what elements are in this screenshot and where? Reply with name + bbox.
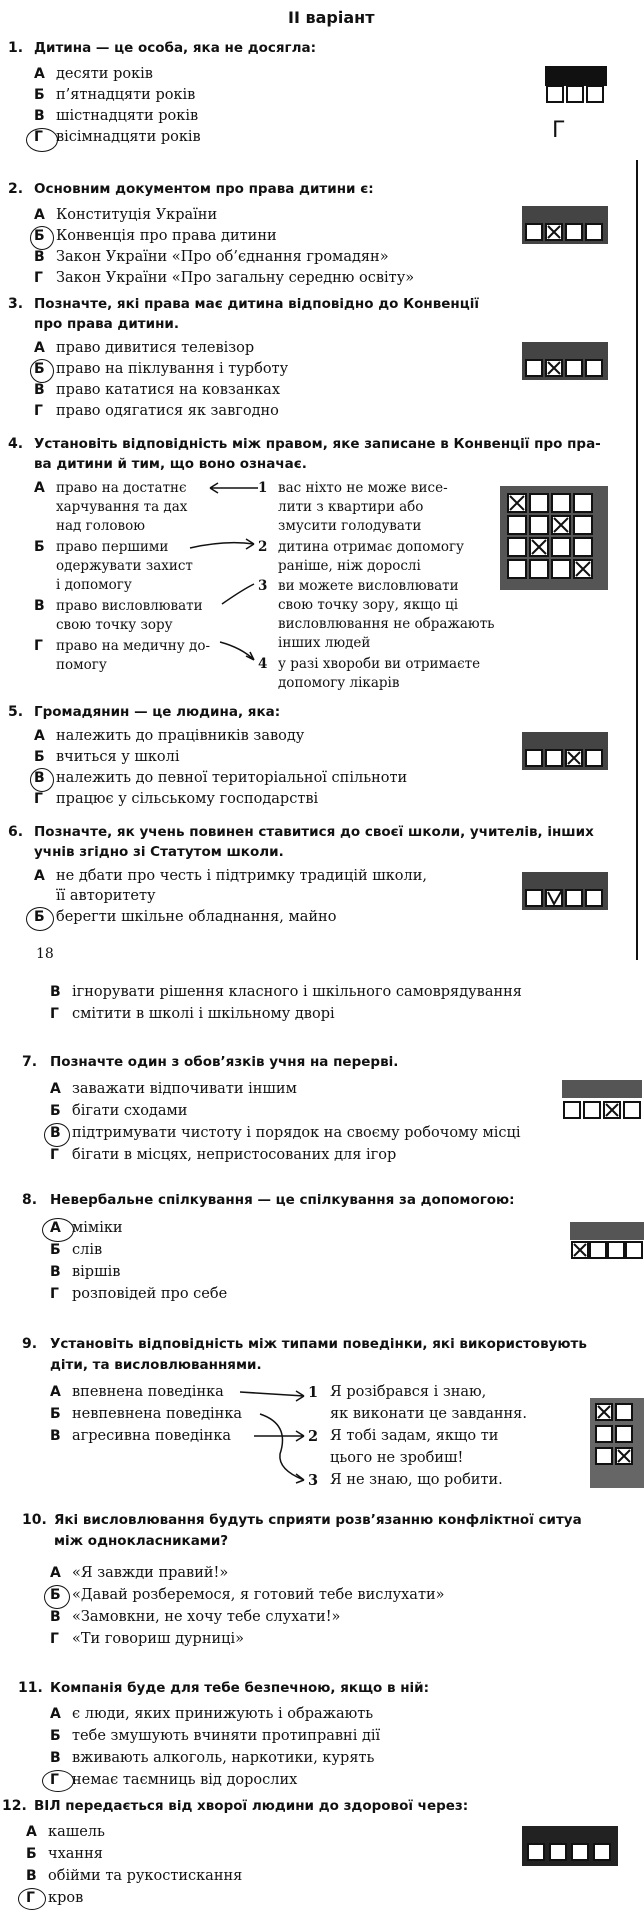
option-text: вісімнадцяти років xyxy=(56,129,201,145)
answer-grid-q9 xyxy=(590,1398,644,1488)
answer-grid-q5 xyxy=(522,732,608,770)
question-text: Громадянин — це людина, яка: xyxy=(34,704,281,720)
answer-grid-q4 xyxy=(500,486,608,590)
option-letter: Б xyxy=(50,1406,61,1422)
answer-grid-q1 xyxy=(545,66,607,106)
option-letter: Г xyxy=(34,638,43,654)
option xyxy=(50,1631,244,1647)
question-text: Установіть відповідність між правом, яке записане в Конвенції про пра- xyxy=(34,436,601,452)
option-letter: Г xyxy=(50,1006,59,1022)
match-right-text: змусити голодувати xyxy=(278,518,422,534)
option xyxy=(34,728,304,744)
option-text: Конвенція про права дитини xyxy=(56,228,277,244)
option xyxy=(50,1103,187,1119)
question-text: Дитина — це особа, яка не досягла: xyxy=(34,40,317,56)
question-number: 3. xyxy=(8,296,24,312)
option-text: бігати в місцях, непристосованих для ігор xyxy=(72,1147,397,1163)
answer-circle-mark xyxy=(42,1218,74,1242)
option-text: її авторитету xyxy=(56,888,156,904)
scan-edge-line xyxy=(636,160,638,960)
option xyxy=(50,1587,445,1603)
page-number: 18 xyxy=(36,946,54,962)
option-text: право на медичну до- xyxy=(56,638,211,654)
answer-circle-mark xyxy=(44,1123,70,1147)
option-text: належить до певної територіальної спільноти xyxy=(56,770,408,786)
match-right-text: у разі хвороби ви отримаєте xyxy=(278,656,481,672)
option-letter: А xyxy=(50,1220,61,1236)
option xyxy=(50,1006,335,1022)
option-text: над головою xyxy=(56,518,146,534)
question-text-line2: ва дитини й тим, що воно означає. xyxy=(34,456,307,472)
match-left-item xyxy=(34,539,168,555)
option xyxy=(34,770,407,786)
question-text: ВІЛ передається від хворої людини до здорової через: xyxy=(34,1798,469,1814)
option-text: «Я завжди правий!» xyxy=(72,1565,229,1581)
option-letter: Г xyxy=(34,129,43,145)
hand-drawn-arrows-q4 xyxy=(150,478,262,678)
match-right-text: Я розібрався і знаю, xyxy=(330,1384,487,1400)
question-text-line2: між однокласниками? xyxy=(54,1533,229,1549)
question-text: Позначте, як учень повинен ставитися до своєї школи, учителів, інших xyxy=(34,824,594,840)
question-number: 6. xyxy=(8,824,24,840)
match-left-item xyxy=(50,1384,224,1400)
handwritten-answer: Г xyxy=(552,118,566,143)
match-right-number: 3 xyxy=(308,1472,319,1489)
hand-drawn-arrows-q9 xyxy=(230,1384,314,1488)
option-text: право дивитися телевізор xyxy=(56,340,255,356)
question-text-line2: діти, та висловлюваннями. xyxy=(50,1357,262,1373)
answer-circle-mark xyxy=(18,1888,46,1910)
option-letter: Б xyxy=(26,1846,37,1862)
answer-circle-mark xyxy=(30,768,54,792)
option-letter: В xyxy=(50,1750,61,1766)
option xyxy=(26,1824,105,1840)
option-text: вчиться у школі xyxy=(56,749,180,765)
question-number: 10. xyxy=(22,1512,47,1528)
option-text: впевнена поведінка xyxy=(72,1384,224,1400)
match-left-item xyxy=(50,1406,242,1422)
option xyxy=(34,87,195,103)
option xyxy=(50,1081,297,1097)
option-text: Конституція України xyxy=(56,207,218,223)
option-text: не дбати про честь і підтримку традицій школи, xyxy=(56,868,428,884)
option-text: право кататися на ковзанках xyxy=(56,382,281,398)
option-text: працює у сільському господарстві xyxy=(56,791,319,807)
option-letter: Б xyxy=(34,228,45,244)
option xyxy=(34,249,389,265)
option xyxy=(34,909,336,925)
option-text: є люди, яких принижують і ображають xyxy=(72,1706,374,1722)
option xyxy=(50,1125,520,1141)
question-text: Які висловлювання будуть сприяти розв’язанню конфліктної ситуа xyxy=(54,1512,582,1528)
option xyxy=(34,108,198,124)
option-letter: В xyxy=(50,1609,61,1625)
option xyxy=(50,1728,380,1744)
option-letter: А xyxy=(34,340,45,356)
option-letter: А xyxy=(26,1824,37,1840)
option-text: немає таємниць від дорослих xyxy=(72,1772,298,1788)
option-text: берегти шкільне обладнання, майно xyxy=(56,909,337,925)
match-right-text: лити з квартири або xyxy=(278,499,424,515)
option xyxy=(34,403,279,419)
option-letter: Г xyxy=(34,791,43,807)
option-letter: А xyxy=(50,1565,61,1581)
option-text: заважати відпочивати іншим xyxy=(72,1081,297,1097)
option xyxy=(34,340,254,356)
option xyxy=(34,791,318,807)
option-text: п’ятнадцяти років xyxy=(56,87,196,103)
option-letter: Б xyxy=(34,539,45,555)
question-text-line2: учнів згідно зі Статутом школи. xyxy=(34,844,284,860)
option-letter: Г xyxy=(50,1147,59,1163)
match-right-text: як виконати це завдання. xyxy=(330,1406,527,1422)
match-right-text: допомогу лікарів xyxy=(278,675,400,691)
option-text: харчування та дах xyxy=(56,499,188,515)
answer-grid-q3 xyxy=(522,342,608,380)
option-text: невпевнена поведінка xyxy=(72,1406,243,1422)
option-letter: А xyxy=(34,66,45,82)
option xyxy=(50,1609,340,1625)
option-letter: А xyxy=(34,728,45,744)
question-number: 9. xyxy=(22,1336,38,1352)
option-text: кров xyxy=(48,1890,84,1906)
match-right-number: 1 xyxy=(308,1384,319,1401)
option-letter: В xyxy=(50,1428,61,1444)
option-letter: Б xyxy=(50,1103,61,1119)
question-number: 2. xyxy=(8,181,24,197)
option-letter: В xyxy=(34,108,45,124)
answer-circle-mark xyxy=(42,1770,74,1792)
option xyxy=(50,1264,120,1280)
option-letter: А xyxy=(50,1384,61,1400)
answer-circle-mark xyxy=(30,226,54,250)
option-text: належить до працівників заводу xyxy=(56,728,305,744)
match-right-text: свою точку зору, якщо ці xyxy=(278,597,459,613)
option-letter: Б xyxy=(34,749,45,765)
option-text: ігнорувати рішення класного і шкільного самоврядування xyxy=(72,984,522,1000)
option-letter: Г xyxy=(50,1772,59,1788)
option xyxy=(34,207,217,223)
answer-circle-mark xyxy=(30,359,54,383)
match-right-text: цього не зробиш! xyxy=(330,1450,464,1466)
option-text: право одягатися як завгодно xyxy=(56,403,279,419)
option xyxy=(50,1772,297,1788)
option xyxy=(26,1846,103,1862)
match-right-text: раніше, ніж дорослі xyxy=(278,558,421,574)
option-text: свою точку зору xyxy=(56,617,173,633)
match-right-text: інших людей xyxy=(278,635,371,651)
option-letter: А xyxy=(50,1081,61,1097)
match-right-number: 3 xyxy=(258,578,268,594)
option-text: одержувати захист xyxy=(56,558,193,574)
question-text: Позначте, які права має дитина відповідно до Конвенції xyxy=(34,296,480,312)
option-text: Закон України «Про загальну середню освіту» xyxy=(56,270,415,286)
option xyxy=(50,1706,373,1722)
answer-grid-q6 xyxy=(522,872,608,910)
option-letter: В xyxy=(34,249,45,265)
option xyxy=(50,984,522,1000)
option xyxy=(50,1286,227,1302)
answer-grid-q8 xyxy=(570,1222,644,1262)
match-right-text: Я тобі задам, якщо ти xyxy=(330,1428,499,1444)
option xyxy=(34,361,288,377)
option-text: і допомогу xyxy=(56,577,132,593)
answer-grid-q7 xyxy=(562,1080,642,1122)
match-right-number: 4 xyxy=(258,656,268,672)
question-number: 5. xyxy=(8,704,24,720)
option-text: право на достатнє xyxy=(56,480,187,496)
option-letter: А xyxy=(34,207,45,223)
option-letter: Г xyxy=(34,403,43,419)
option-letter: В xyxy=(50,984,61,1000)
match-right-text: висловлювання не ображають xyxy=(278,616,495,632)
option-letter: Г xyxy=(26,1890,35,1906)
option xyxy=(34,66,153,82)
option-text: Закон України «Про об’єднання громадян» xyxy=(56,249,389,265)
option-letter: В xyxy=(34,382,45,398)
answer-circle-mark xyxy=(26,128,58,152)
option xyxy=(50,1242,102,1258)
option-letter: Б xyxy=(50,1242,61,1258)
answer-grid-q12 xyxy=(522,1826,618,1866)
option-letter: Б xyxy=(34,361,45,377)
match-right-text: дитина отримає допомогу xyxy=(278,539,464,555)
question-text: Компанія буде для тебе безпечною, якщо в ній: xyxy=(50,1680,430,1696)
option-letter: В xyxy=(50,1125,61,1141)
match-right-number: 2 xyxy=(308,1428,319,1445)
option-text: право на піклування і турботу xyxy=(56,361,289,377)
option-text: вживають алкоголь, наркотики, курять xyxy=(72,1750,375,1766)
option-text: «Давай розберемося, я готовий тебе вислухати» xyxy=(72,1587,445,1603)
option-text: міміки xyxy=(72,1220,123,1236)
option-letter: Г xyxy=(34,270,43,286)
option xyxy=(26,1868,242,1884)
question-number: 8. xyxy=(22,1192,38,1208)
question-number: 7. xyxy=(22,1054,38,1070)
option-letter: Б xyxy=(50,1587,61,1603)
option-text: «Ти говориш дурниці» xyxy=(72,1631,244,1647)
option xyxy=(34,129,201,145)
option-text: агресивна поведінка xyxy=(72,1428,232,1444)
option-text: тебе змушують вчиняти протиправні дії xyxy=(72,1728,381,1744)
option xyxy=(34,382,280,398)
option-letter: В xyxy=(34,770,45,786)
question-text: Основним документом про права дитини є: xyxy=(34,181,374,197)
option-letter: Б xyxy=(50,1728,61,1744)
question-text: Установіть відповідність між типами поведінки, які використовують xyxy=(50,1336,587,1352)
option-text: слів xyxy=(72,1242,103,1258)
option-letter: В xyxy=(50,1264,61,1280)
match-right-number: 1 xyxy=(258,480,268,496)
match-left-item xyxy=(50,1428,231,1444)
option xyxy=(34,228,277,244)
option-text: розповідей про себе xyxy=(72,1286,228,1302)
option-letter: Г xyxy=(50,1286,59,1302)
match-right-number: 2 xyxy=(258,539,268,555)
option-letter: Б xyxy=(34,909,45,925)
option-text: обійми та рукостискання xyxy=(48,1868,243,1884)
answer-grid-q2 xyxy=(522,206,608,244)
option-text: кашель xyxy=(48,1824,105,1840)
option-letter: А xyxy=(50,1706,61,1722)
question-number: 4. xyxy=(8,436,24,452)
answer-circle-mark xyxy=(26,907,54,931)
option-text: бігати сходами xyxy=(72,1103,188,1119)
question-text-line2: про права дитини. xyxy=(34,316,179,332)
question-number: 11. xyxy=(18,1680,43,1696)
question-number: 12. xyxy=(2,1798,27,1814)
option xyxy=(34,270,414,286)
option xyxy=(34,868,427,884)
option-letter: Г xyxy=(50,1631,59,1647)
option-text: помогу xyxy=(56,657,107,673)
option xyxy=(50,1565,228,1581)
option-text: право першими xyxy=(56,539,169,555)
match-right-text: ви можете висловлювати xyxy=(278,578,459,594)
option-text: право висловлювати xyxy=(56,598,203,614)
option-text: «Замовкни, не хочу тебе слухати!» xyxy=(72,1609,341,1625)
question-number: 1. xyxy=(8,40,24,56)
option-letter: В xyxy=(34,598,45,614)
question-text: Невербальне спілкування — це спілкування за допомогою: xyxy=(50,1192,515,1208)
option-letter: А xyxy=(34,480,45,496)
answer-circle-mark xyxy=(44,1585,70,1609)
option xyxy=(34,749,179,765)
option-letter: Б xyxy=(34,87,45,103)
option-text: підтримувати чистоту і порядок на своєму робочому місці xyxy=(72,1125,521,1141)
question-text: Позначте один з обов’язків учня на перерві. xyxy=(50,1054,399,1070)
match-right-text: Я не знаю, що робити. xyxy=(330,1472,503,1488)
option xyxy=(50,1147,396,1163)
option-text: чхання xyxy=(48,1846,103,1862)
option-text: шістнадцяти років xyxy=(56,108,199,124)
page-title: II варіант xyxy=(288,8,375,27)
option-text: десяти років xyxy=(56,66,153,82)
option-text: смітити в школі і шкільному дворі xyxy=(72,1006,335,1022)
match-right-text: вас ніхто не може висе- xyxy=(278,480,448,496)
option-letter: А xyxy=(34,868,45,884)
option-letter: В xyxy=(26,1868,37,1884)
option-text: віршів xyxy=(72,1264,121,1280)
option xyxy=(50,1750,374,1766)
